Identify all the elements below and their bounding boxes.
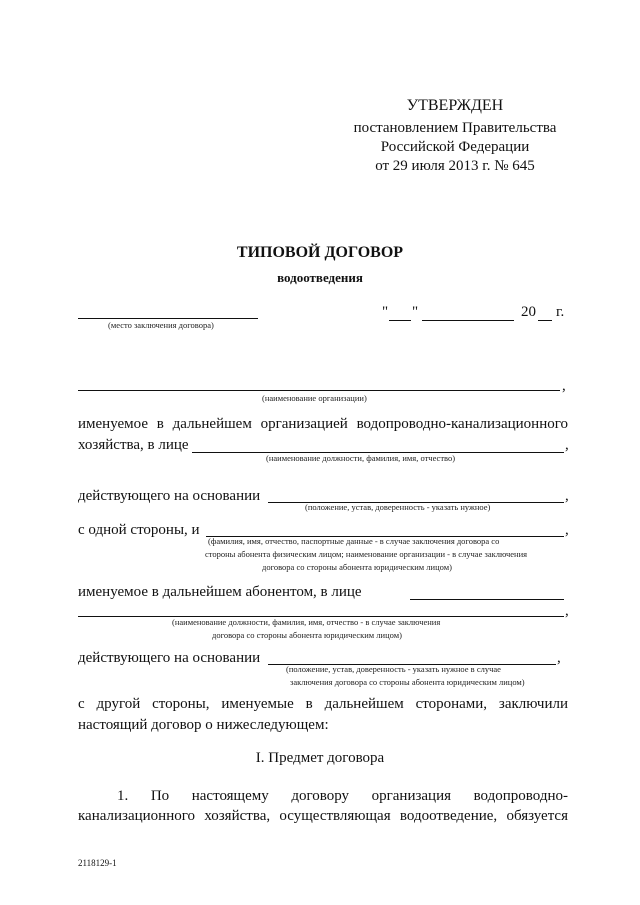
- date-year-prefix: 20: [521, 304, 536, 320]
- subscriber-representative-caption-2: договора со стороны абонента юридическим лицом): [212, 630, 402, 640]
- paragraph-7-line-1: 1. По настоящему договору организация водопроводно-: [117, 788, 568, 804]
- organization-comma: ,: [562, 378, 566, 394]
- paragraph-3-label: с одной стороны, и: [78, 522, 200, 538]
- date-quote-close: ": [412, 304, 419, 320]
- paragraph-7-line-2: канализационного хозяйства, осуществляющая водоотведение, обязуется: [78, 808, 568, 824]
- paragraph-3-comma: ,: [565, 522, 569, 538]
- place-field[interactable]: [78, 318, 258, 319]
- approval-title: УТВЕРЖДЕН: [406, 97, 504, 114]
- basis-caption: (положение, устав, доверенность - указать нужное): [305, 502, 491, 512]
- subscriber-caption-3: договора со стороны абонента юридическим лицом): [262, 562, 452, 572]
- paragraph-1-line-1: именуемое в дальнейшем организацией водопроводно-канализационного: [78, 416, 568, 432]
- date-month-field[interactable]: [422, 320, 514, 321]
- organization-caption: (наименование организации): [262, 393, 367, 403]
- date-quote-open: ": [382, 304, 389, 320]
- paragraph-1-line-2: хозяйства, в лице: [78, 437, 189, 453]
- paragraph-2-label: действующего на основании: [78, 488, 261, 504]
- paragraph-1-comma: ,: [565, 437, 569, 453]
- subscriber-basis-caption-1: (положение, устав, доверенность - указать нужное в случае: [286, 664, 501, 674]
- date-year-suffix: г.: [556, 304, 565, 320]
- date-day-field[interactable]: [389, 320, 411, 321]
- approval-line-1: постановлением Правительства: [353, 120, 557, 136]
- document-subtitle: водоотведения: [277, 270, 363, 285]
- representative-caption: (наименование должности, фамилия, имя, отчество): [266, 453, 456, 463]
- approval-line-3: от 29 июля 2013 г. № 645: [375, 158, 535, 174]
- paragraph-4-label: именуемое в дальнейшем абонентом, в лице: [78, 584, 362, 600]
- subscriber-caption-2: стороны абонента физическим лицом; наименование организации - в случае заключения: [205, 549, 528, 559]
- paragraph-5-label: действующего на основании: [78, 650, 261, 666]
- subscriber-representative-field-1[interactable]: [410, 599, 564, 600]
- subscriber-representative-caption-1: (наименование должности, фамилия, имя, отчество - в случае заключения: [172, 617, 441, 627]
- paragraph-6-line-1: с другой стороны, именуемые в дальнейшем сторонами, заключили: [78, 696, 568, 712]
- document-title: ТИПОВОЙ ДОГОВОР: [236, 244, 404, 261]
- organization-field[interactable]: [78, 390, 560, 391]
- paragraph-6-line-2: настоящий договор о нижеследующем:: [78, 717, 329, 733]
- section-1-title: I. Предмет договора: [255, 750, 385, 766]
- paragraph-2-comma: ,: [565, 488, 569, 504]
- paragraph-4-comma: ,: [565, 603, 569, 619]
- date-year-field[interactable]: [538, 320, 552, 321]
- paragraph-5-comma: ,: [557, 650, 561, 666]
- approval-block: [330, 96, 580, 176]
- subscriber-caption-1: (фамилия, имя, отчество, паспортные данные - в случае заключения договора со: [208, 536, 500, 546]
- document-number: 2118129-1: [78, 858, 117, 868]
- approval-line-2: Российской Федерации: [380, 139, 530, 155]
- subscriber-basis-caption-2: заключения договора со стороны абонента юридическим лицом): [290, 677, 525, 687]
- place-caption: (место заключения договора): [108, 320, 214, 330]
